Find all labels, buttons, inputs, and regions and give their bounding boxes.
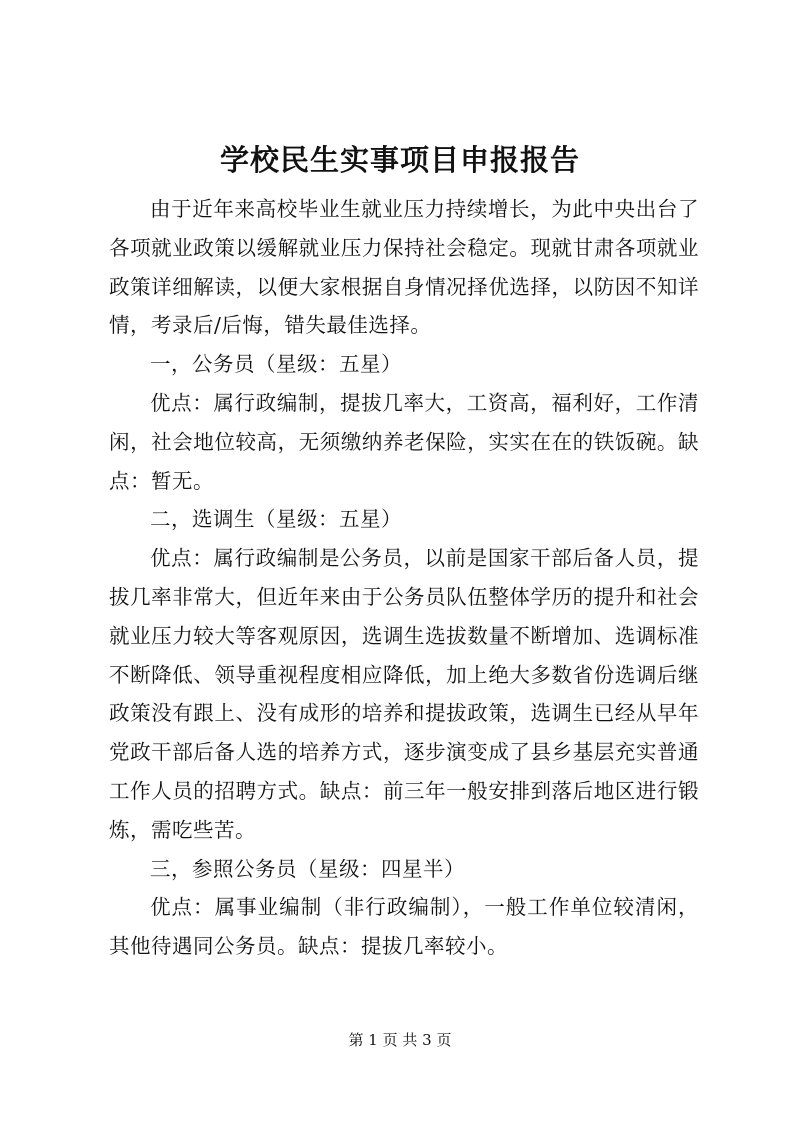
- paragraph-intro: 由于近年来高校毕业生就业压力持续增长，为此中央出台了各项就业政策以缓解就业压力保持社会稳定。现就甘肃各项就业政策详细解读，以便大家根据自身情况择优选择，以防因不知详情，考录后/后悔，错失最佳选择。: [109, 197, 699, 338]
- document-title: 学校民生实事项目申报报告: [219, 143, 580, 177]
- paragraph-selected-graduate: 优点：属行政编制是公务员，以前是国家干部后备人员，提拔几率非常大，但近年来由于公务员队伍整体学历的提升和社会就业压力较大等客观原因，选调生选拔数量不断增加、选调标准不断降低、领导重视程度相应降低，加上绝大多数省份选调后继政策没有跟上、没有成形的培养和提拔政策，选调生已经从早年党政干部后备人选的培养方式，逐步演变成了县乡基层充实普通工作人员的招聘方式。缺点：前三年一般安排到落后地区进行锻炼，需吃些苦。: [109, 546, 699, 842]
- section-heading-selected-graduate: 二，选调生（星级：五星）: [150, 507, 402, 532]
- document-body: [109, 190, 699, 966]
- paragraph-reference-civil-servant: 优点：属事业编制（非行政编制），一般工作单位较清闲，其他待遇同公务员。缺点：提拔几率较小。: [109, 895, 699, 959]
- section-heading-civil-servant: 一，公务员（星级：五星）: [150, 352, 402, 377]
- section-heading-reference-civil-servant: 三，参照公务员（星级：四星半）: [150, 856, 465, 881]
- page-number-footer: 第 1 页 共 3 页: [348, 1031, 452, 1049]
- paragraph-civil-servant: 优点：属行政编制，提拔几率大，工资高，福利好，工作清闲，社会地位较高，无须缴纳养老保险，实实在在的铁饭碗。缺点：暂无。: [109, 390, 699, 493]
